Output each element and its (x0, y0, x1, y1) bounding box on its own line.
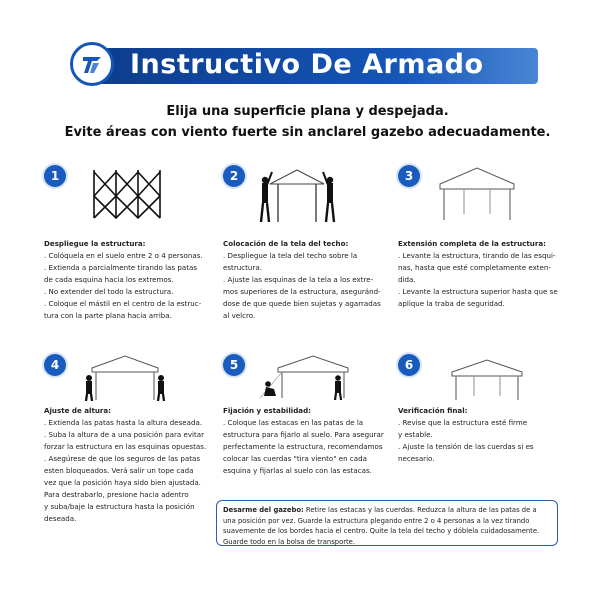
step-2-line: . Ajuste las esquinas de la tela a los extre- (223, 275, 374, 284)
step-5-number: 5 (223, 354, 245, 376)
step-4-title: Ajuste de altura: (44, 406, 112, 415)
staking-icon (258, 352, 354, 402)
disassembly-note (216, 500, 558, 546)
step-1-line: . No extender del todo la estructura. (44, 287, 174, 296)
step-1-number: 1 (44, 165, 66, 187)
step-2-line: . Despliegue la tela del techo sobre la (223, 251, 358, 260)
step-5-line: perfectamente la estructura, recomendamos (223, 442, 383, 451)
step-6-line: . Ajuste la tensión de las cuerdas si es (398, 442, 534, 451)
step-4-line: . Suba la altura de a una posición para evitar (44, 430, 205, 439)
step-6-title: Verificación final: (398, 406, 468, 415)
step-2-line: mos superiores de la estructura, aseguránd- (223, 287, 381, 296)
step-6-text (398, 405, 570, 465)
step-6-number: 6 (398, 354, 420, 376)
step-3-title: Extensión completa de la estructura: (398, 239, 546, 248)
step-4-line: Para destrabarlo, presione hacia adentro (44, 490, 189, 499)
folded-frame-icon (88, 166, 168, 220)
step-2-text (223, 238, 395, 322)
page-title: Instructivo De Armado (130, 49, 484, 80)
step-1-title: Despliegue la estructura: (44, 239, 146, 248)
step-1-line: . Colóquela en el suelo entre 2 o 4 personas. (44, 251, 203, 260)
step-4-line: forzar la estructura en las esquinas opuestas. (44, 442, 207, 451)
extended-gazebo-icon (434, 162, 520, 222)
step-4-line: deseada. (44, 514, 77, 523)
intro-line-1: Elija una superficie plana y despejada. (166, 104, 449, 119)
step-6-line: y estable. (398, 430, 433, 439)
brand-logo-icon (70, 42, 114, 86)
step-4-number: 4 (44, 354, 66, 376)
step-1-line: . Extienda a parcialmente tirando las patas (44, 263, 198, 272)
step-3-line: aplique la traba de seguridad. (398, 299, 505, 308)
note-label: Desarme del gazebo: (223, 506, 304, 514)
step-2-line: dose de que quede bien sujetas y agarradas (223, 299, 381, 308)
step-2-line: al velcro. (223, 311, 256, 320)
step-2-line: estructura. (223, 263, 262, 272)
step-3-line: nas, hasta que esté completamente exten- (398, 263, 551, 272)
step-1-line: tura con la parte plana hacia arriba. (44, 311, 172, 320)
roof-placement-icon (252, 160, 342, 226)
step-3-line: . Levante la estructura, tirando de las esqui- (398, 251, 556, 260)
header-banner (70, 42, 540, 90)
step-5-text (223, 405, 395, 477)
intro-line-2: Evite áreas con viento fuerte sin anclarel gazebo adecuadamente. (64, 125, 551, 140)
step-4-line: esten bloqueados. Verá salir un tope cada (44, 466, 194, 475)
final-gazebo-icon (444, 356, 530, 402)
step-4-line: . Asegúrese de que los seguros de las patas (44, 454, 201, 463)
step-1-text (44, 238, 216, 322)
step-2-number: 2 (223, 165, 245, 187)
step-5-title: Fijación y estabilidad: (223, 406, 311, 415)
step-3-text (398, 238, 570, 310)
step-5-line: estructura para fijarlo al suelo. Para asegurar (223, 430, 384, 439)
step-6-line: necesario. (398, 454, 435, 463)
step-4-line: y suba/baje la estructura hasta la posición (44, 502, 195, 511)
step-3-number: 3 (398, 165, 420, 187)
step-1-line: de cada esquina hacia los extremos. (44, 275, 174, 284)
step-5-line: . Coloque las estacas en las patas de la (223, 418, 364, 427)
step-2-title: Colocación de la tela del techo: (223, 239, 349, 248)
step-3-line: . Levante la estructura superior hasta que se (398, 287, 558, 296)
step-5-line: colocar las cuerdas "tira viento" en cada (223, 454, 368, 463)
height-adjust-icon (80, 352, 170, 402)
step-3-line: dida. (398, 275, 416, 284)
step-1-line: . Coloque el mástil en el centro de la estruc- (44, 299, 202, 308)
step-4-line: . Extienda las patas hasta la altura deseada. (44, 418, 203, 427)
note-text: Retire las estacas y las cuerdas. Reduzca la altura de las patas de a una posición por vez. Guarde la estructura plegando entre 2 o 4 personas a la vez tirando suavemente de los bordes hacia el centro. Quite la tela del techo y dóblela cuidadosamente. Guarde todo en la bolsa de transporte. (223, 506, 540, 546)
step-4-text (44, 405, 216, 525)
step-4-line: vez que la posición haya sido bien ajustada. (44, 478, 201, 487)
step-6-line: . Revise que la estructura esté firme (398, 418, 528, 427)
step-5-line: esquina y fijarlas al suelo con las estacas. (223, 466, 372, 475)
